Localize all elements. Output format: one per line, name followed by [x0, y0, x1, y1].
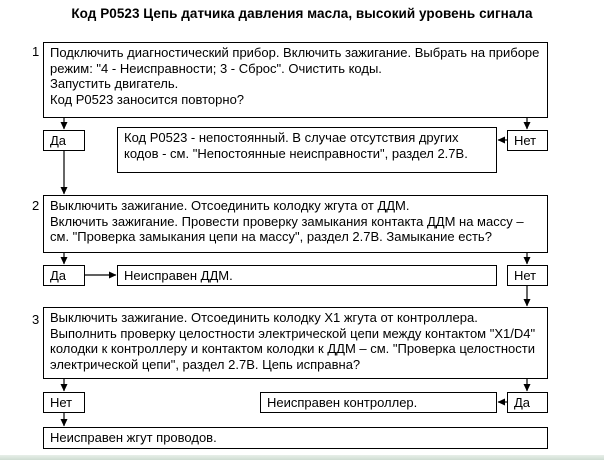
- step-2-number: 2: [32, 198, 40, 213]
- step-1-box: Подключить диагностический прибор. Включить зажигание. Выбрать на приборе режим: "4 - Неисправности; 3 - Сброс". Очистить коды. Запустить двигатель. Код P0523 заносится повторно?: [43, 42, 548, 118]
- step-3-yes-box: Да: [507, 392, 548, 413]
- step-2-result-box: Неисправен ДДМ.: [117, 265, 497, 286]
- step-3-box: Выключить зажигание. Отсоединить колодку X1 жгута от контроллера. Выполнить проверку целостности электрической цепи между контактом "X1/D4" колодки к контроллеру и контактом колодки к ДДМ – см. "Проверка целостности электрической цепи", раздел 2.7В. Цепь исправна?: [43, 307, 548, 379]
- step-2-box: Выключить зажигание. Отсоединить колодку жгута от ДДМ. Включить зажигание. Провести проверку замыкания контакта ДДМ на массу – см. "Проверка замыкания цепи на массу", раздел 2.7В. Замыкание есть?: [43, 195, 548, 253]
- step-1-result-box: Код P0523 - непостоянный. В случае отсутствия других кодов - см. "Непостоянные неисправности", раздел 2.7В.: [117, 127, 497, 173]
- step-2-no-box: Нет: [507, 265, 548, 286]
- step-3-number: 3: [32, 312, 40, 327]
- page-title: Код P0523 Цепь датчика давления масла, высокий уровень сигнала: [71, 6, 533, 21]
- step-3-no-box: Нет: [43, 392, 85, 413]
- step-1-number: 1: [32, 44, 40, 59]
- step-1-no-box: Нет: [507, 130, 548, 151]
- step-1-yes-box: Да: [43, 130, 85, 151]
- bottom-border: [0, 455, 604, 460]
- step-2-yes-box: Да: [43, 265, 85, 286]
- step-3-result-box: Неисправен контроллер.: [260, 392, 497, 413]
- final-result-box: Неисправен жгут проводов.: [43, 427, 548, 449]
